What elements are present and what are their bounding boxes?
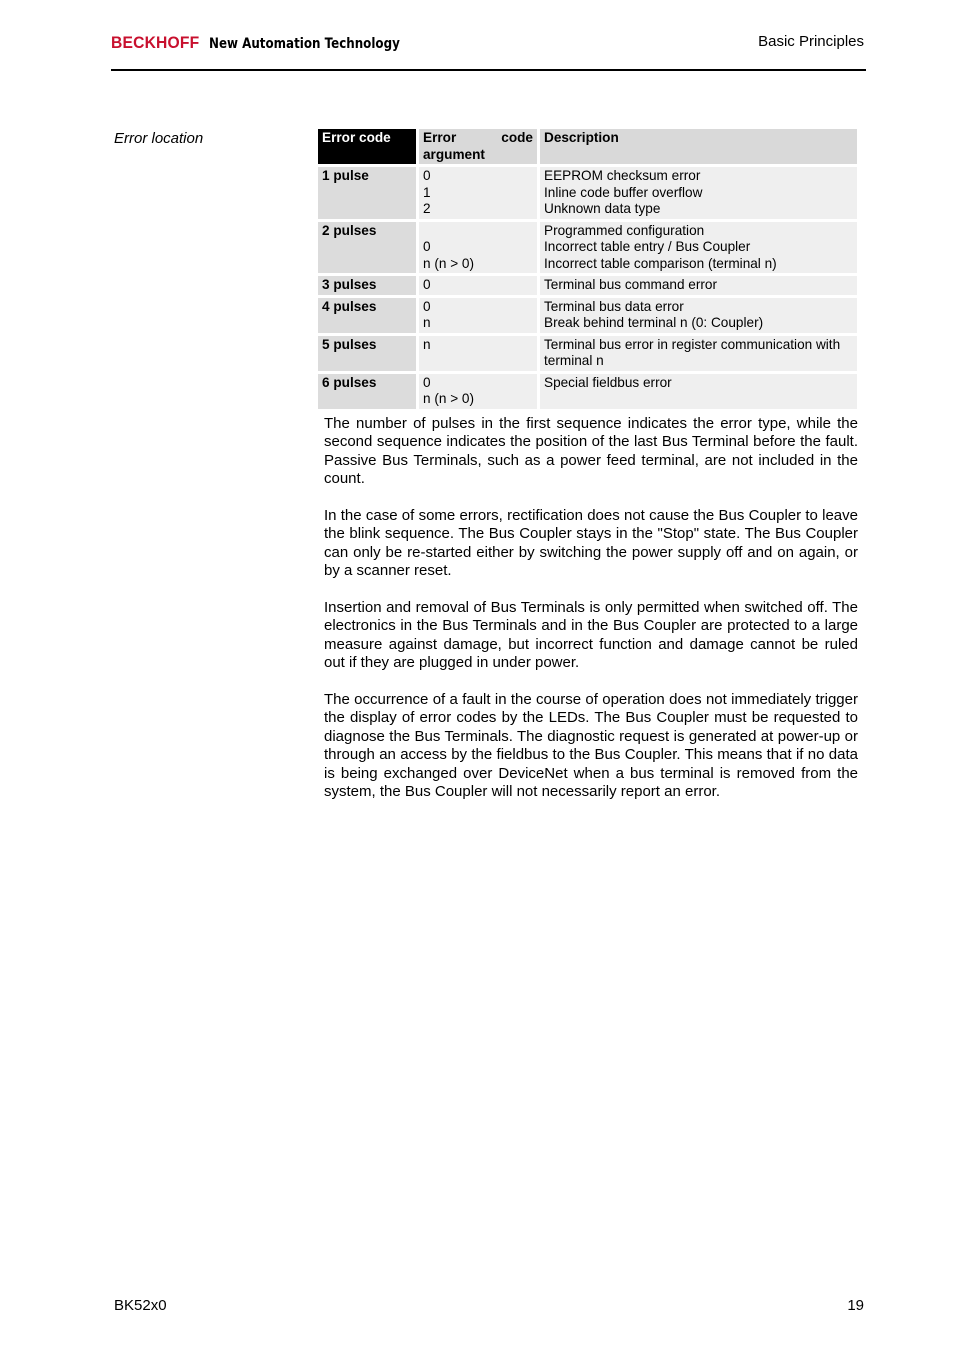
error-table (315, 126, 860, 412)
description-cell: Special fieldbus error (540, 374, 857, 409)
header-word-code: code (501, 130, 533, 145)
body-text (324, 415, 858, 820)
paragraph: The number of pulses in the first sequence indicates the error type, while the second sequence indicates the position of the last Bus Terminal before the fault. Passive Bus Terminals, such as a power feed terminal, are not included in the count. (324, 415, 858, 488)
error-code-cell: 1 pulse (318, 167, 416, 219)
argument-cell: 0 1 2 (419, 167, 537, 219)
error-code-cell: 5 pulses (318, 336, 416, 371)
table-header-row (318, 129, 857, 164)
brand-tagline: New Automation Technology (209, 36, 400, 52)
argument-cell: n (419, 336, 537, 371)
header-description: Description (540, 129, 857, 164)
header-word-error: Error (423, 130, 457, 145)
table-row (318, 167, 857, 219)
argument-cell: 0 (419, 276, 537, 295)
error-code-cell: 4 pulses (318, 298, 416, 333)
argument-cell: 0 n (419, 298, 537, 333)
footer-product: BK52x0 (114, 1297, 167, 1314)
argument-cell: 0 n (n > 0) (419, 374, 537, 409)
error-code-cell: 6 pulses (318, 374, 416, 409)
company-logo (111, 33, 442, 53)
paragraph: In the case of some errors, rectification does not cause the Bus Coupler to leave the blink sequence. The Bus Coupler stays in the "Stop" state. The Bus Coupler can only be re-started either by switching the power supply off and on again, or by a scanner reset. (324, 507, 858, 580)
table-row (318, 298, 857, 333)
description-cell: Programmed configuration Incorrect table entry / Bus Coupler Incorrect table comparison (terminal n) (540, 222, 857, 274)
paragraph: The occurrence of a fault in the course of operation does not immediately trigger the display of error codes by the LEDs. The Bus Coupler must be requested to diagnose the Bus Terminals. The diagnostic request is generated at power-up or through an access by the fieldbus to the Bus Coupler. This means that if no data is being exchanged over DeviceNet when a bus terminal is removed from the system, the Bus Coupler will not necessarily report an error. (324, 691, 858, 801)
description-cell: Terminal bus data error Break behind terminal n (0: Coupler) (540, 298, 857, 333)
description-cell: Terminal bus error in register communication with terminal n (540, 336, 857, 371)
brand-name: BECKHOFF (111, 33, 200, 52)
table-row (318, 374, 857, 409)
side-label: Error location (114, 130, 204, 147)
table-row (318, 336, 857, 371)
header-word-argument: argument (423, 146, 485, 162)
section-title: Basic Principles (758, 33, 864, 50)
header-rule (111, 69, 866, 71)
page-number: 19 (847, 1297, 864, 1314)
description-cell: EEPROM checksum error Inline code buffer overflow Unknown data type (540, 167, 857, 219)
table-row (318, 222, 857, 274)
description-cell: Terminal bus command error (540, 276, 857, 295)
table-row (318, 276, 857, 295)
header-error-code-argument (419, 129, 537, 164)
error-code-cell: 2 pulses (318, 222, 416, 274)
header-error-code: Error code (318, 129, 416, 164)
error-code-cell: 3 pulses (318, 276, 416, 295)
argument-cell: 0 n (n > 0) (419, 222, 537, 274)
paragraph: Insertion and removal of Bus Terminals is only permitted when switched off. The electronics in the Bus Terminals and in the Bus Coupler are protected to a large measure against damage, but incorrect function and damage cannot be ruled out if they are plugged in under power. (324, 599, 858, 672)
